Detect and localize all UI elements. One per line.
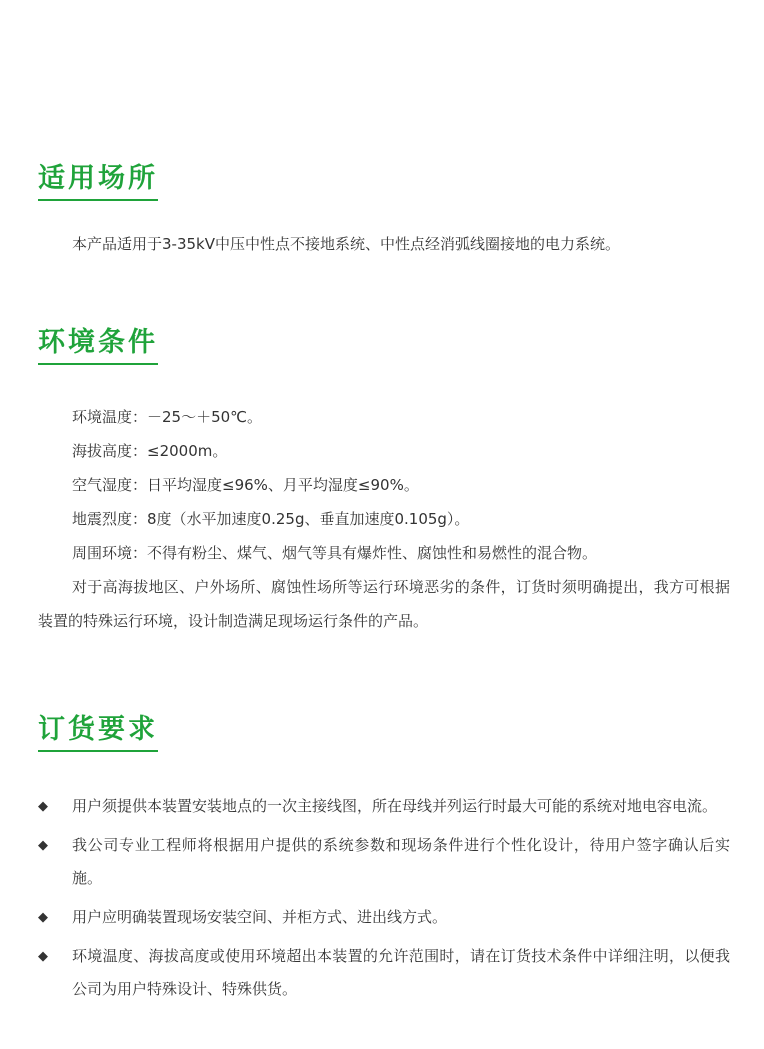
section-title-ordering: 订货要求	[38, 713, 158, 752]
order-item-text: 用户须提供本装置安装地点的一次主接线图，所在母线并列运行时最大可能的系统对地电容电流。	[72, 797, 718, 815]
env-altitude: 海拔高度：≤2000m。	[72, 442, 228, 460]
section-title-application: 适用场所	[38, 162, 158, 201]
list-item	[38, 940, 730, 1006]
env-temperature: 环境温度：－25～＋50℃。	[72, 408, 263, 426]
diamond-bullet-icon: ◆	[38, 838, 48, 853]
env-surroundings: 周围环境：不得有粉尘、煤气、烟气等具有爆炸性、腐蚀性和易燃性的混合物。	[72, 544, 598, 562]
order-item-text: 环境温度、海拔高度或使用环境超出本装置的允许范围时，请在订货技术条件中详细注明，以便我公司为用户特殊设计、特殊供货。	[72, 947, 730, 998]
diamond-bullet-icon: ◆	[38, 949, 48, 964]
diamond-bullet-icon: ◆	[38, 910, 48, 925]
env-note: 对于高海拔地区、户外场所、腐蚀性场所等运行环境恶劣的条件，订货时须明确提出，我方可根据装置的特殊运行环境，设计制造满足现场运行条件的产品。	[38, 578, 730, 630]
order-item-text: 用户应明确装置现场安装空间、并柜方式、进出线方式。	[72, 908, 448, 926]
list-item	[38, 829, 730, 895]
list-item	[38, 901, 730, 934]
order-item-text: 我公司专业工程师将根据用户提供的系统参数和现场条件进行个性化设计，待用户签字确认后实施。	[72, 836, 730, 887]
env-humidity: 空气湿度：日平均湿度≤96%、月平均湿度≤90%。	[72, 476, 419, 494]
env-seismic: 地震烈度：8度（水平加速度0.25g、垂直加速度0.105g）。	[72, 510, 470, 528]
environment-list	[38, 400, 730, 638]
diamond-bullet-icon: ◆	[38, 799, 48, 814]
section-title-environment: 环境条件	[38, 326, 158, 365]
ordering-list	[38, 790, 730, 1012]
application-text: 本产品适用于3-35kV中压中性点不接地系统、中性点经消弧线圈接地的电力系统。	[72, 235, 620, 253]
list-item	[38, 790, 730, 823]
